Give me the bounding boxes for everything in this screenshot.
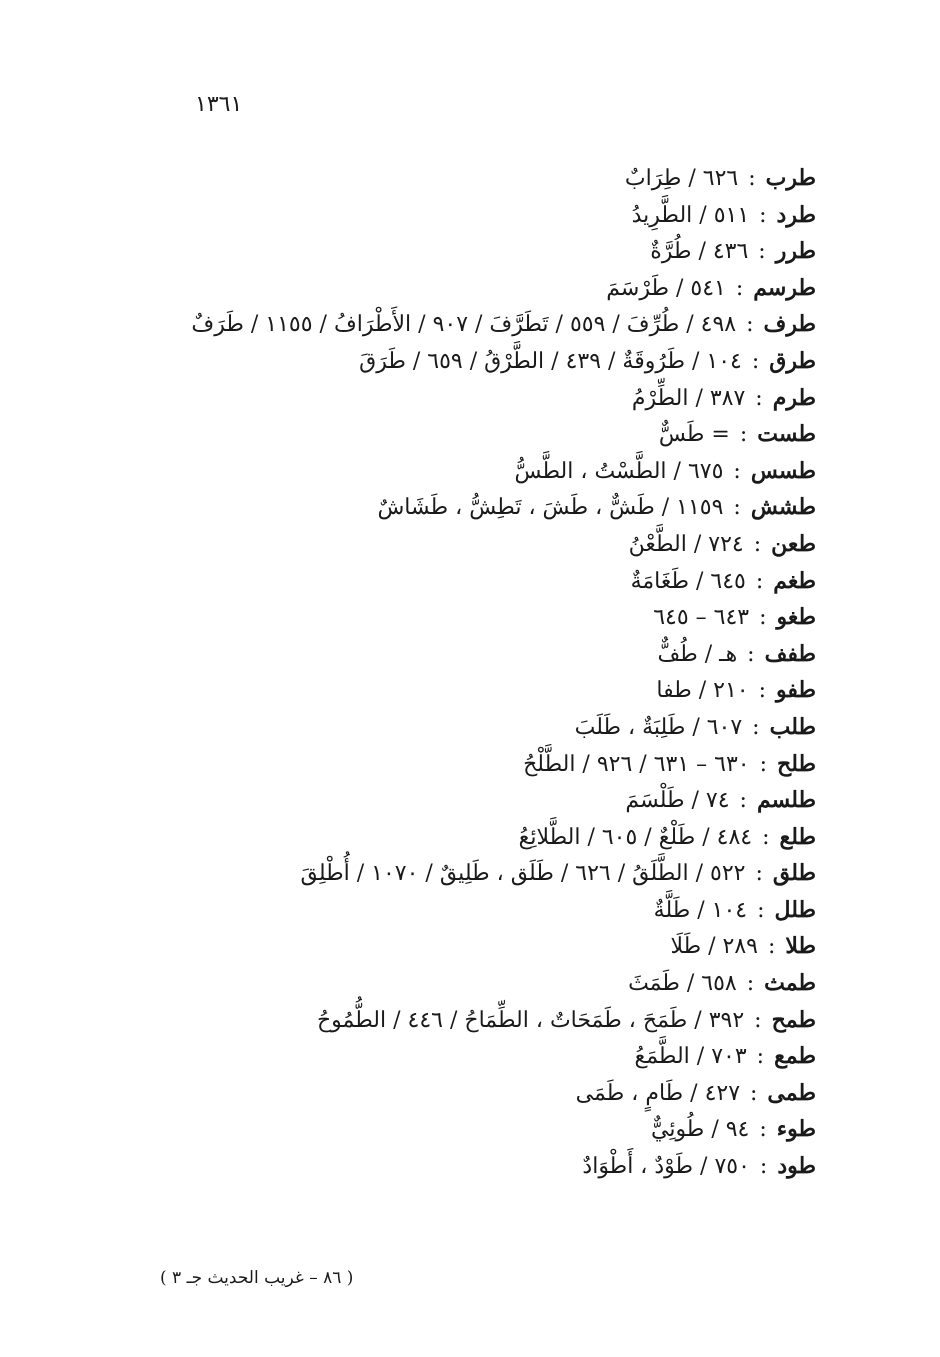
index-entry <box>136 1038 816 1075</box>
entry-root: طرسم <box>753 274 816 301</box>
footer-signature: ( ٨٦ – غريب الحديث جـ ٣ ) <box>160 1268 354 1288</box>
entry-root: طست <box>757 421 816 448</box>
entry-root: طمع <box>774 1043 816 1070</box>
entry-separator: : <box>750 897 772 923</box>
entry-root: طوء <box>776 1116 816 1143</box>
entry-separator: : <box>755 824 777 850</box>
entry-separator: : <box>739 312 761 338</box>
entry-root: طفو <box>775 677 816 704</box>
entry-separator: : <box>748 861 770 887</box>
entry-root: طرب <box>765 165 816 191</box>
entry-root: طفف <box>764 640 816 667</box>
entry-separator: : <box>751 239 773 265</box>
entry-root: طمى <box>767 1079 816 1106</box>
entry-root: طلل <box>774 896 816 923</box>
entry-separator: : <box>751 678 773 704</box>
entry-references: ٦٧٥ / الطَّسْتُ ، الطَّسُّ <box>514 458 724 484</box>
entry-root: طرق <box>769 347 816 374</box>
entry-references: ٧٠٣ / الطَّمَعُ <box>634 1044 747 1070</box>
entry-separator: : <box>740 641 762 667</box>
index-entry <box>136 563 816 600</box>
entry-references: ١٠٤ / طَرُوقَةٌ / ٤٣٩ / الطَّرْقُ / ٦٥٩ / طَرَقَ <box>359 348 742 374</box>
entry-references: ١١٥٩ / طَشٌّ ، طَشَ ، تَطِشُّ ، طَشَاشٌ <box>377 495 724 521</box>
entry-references: ٥٢٢ / الطَّلَقُ / ٦٢٦ / طَلَق ، طَلِيقٌ / ١٠٧٠ / أُطْلِقَ <box>300 861 746 887</box>
entry-references: هـ / طُفٌّ <box>657 641 738 667</box>
entry-separator: : <box>752 202 774 228</box>
entry-references: ٥٤١ / طَرْسَمَ <box>606 275 726 301</box>
entry-references: ٦٤٥ / طَغَامَةٌ <box>630 568 746 594</box>
entry-separator: : <box>728 275 751 301</box>
entry-references: ٦٤٣ – ٦٤٥ <box>653 605 750 631</box>
entry-root: طرم <box>772 384 816 411</box>
entry-references: ٧٢٤ / الطَّعْنُ <box>628 531 744 557</box>
index-entry <box>136 306 816 343</box>
entry-references: ٦٣٠ – ٦٣١ / ٩٢٦ / الطَّلْحُ <box>523 751 750 777</box>
entry-root: طسس <box>750 457 816 484</box>
index-entry <box>136 233 816 270</box>
entry-separator: : <box>749 1044 772 1070</box>
index-entry <box>136 892 816 929</box>
entry-separator: : <box>760 934 783 960</box>
entry-separator: : <box>726 458 748 484</box>
entry-separator: : <box>752 751 774 777</box>
index-entry <box>136 1002 816 1039</box>
entry-root: طمح <box>771 1006 816 1033</box>
index-entry <box>136 1075 816 1112</box>
index-entry <box>136 782 816 819</box>
index-entry <box>136 709 816 746</box>
entry-separator: : <box>752 1117 774 1143</box>
index-entry <box>136 270 816 307</box>
entry-separator: : <box>739 971 762 997</box>
entry-references: ٢١٠ / طفا <box>656 678 749 704</box>
entry-root: طغو <box>776 604 816 631</box>
index-entries <box>136 160 816 1185</box>
index-entry <box>136 489 816 526</box>
entry-references: ١٠٤ / طَلَّةٌ <box>653 897 748 923</box>
entry-references: = طَسٌّ <box>658 422 730 448</box>
entry-references: ٩٤ / طُوئِيٌّ <box>650 1117 750 1143</box>
entry-references: ٣٩٢ / طَمَحَ ، طَمَحَاتٌ ، الطِّمَاحُ / ٤٤٦ / الطُّمُوحُ <box>316 1007 745 1033</box>
entry-root: طلا <box>785 933 816 960</box>
index-entry <box>136 416 816 453</box>
entry-root: طغم <box>773 567 816 594</box>
entry-root: طود <box>777 1153 816 1180</box>
entry-references: ٣٨٧ / الطِّرْمُ <box>631 385 746 411</box>
entry-references: ٦٠٧ / طَلِبَةٌ ، طَلَبَ <box>574 714 743 740</box>
entry-root: طعن <box>771 530 816 557</box>
entry-references: ٢٨٩ / طَلَا <box>670 934 758 960</box>
entry-references: ٧٤ / طَلْسَمَ <box>625 788 730 814</box>
index-entry <box>136 636 816 673</box>
entry-references: ٧٥٠ / طَوْدٌ ، أَطْوَادٌ <box>582 1154 750 1180</box>
page-number: ١٣٦١ <box>195 92 243 117</box>
entry-separator: : <box>746 531 769 557</box>
entry-references: ٤٩٨ / طُرِّفَ / ٥٥٩ / تَطَرَّفَ / ٩٠٧ / الأَطْرَافُ / ١١٥٥ / طَرَفٌ <box>191 312 737 338</box>
entry-root: طرد <box>776 201 816 228</box>
index-entry <box>136 343 816 380</box>
entry-separator: : <box>744 348 767 374</box>
entry-root: طلسم <box>756 787 816 814</box>
index-entry <box>136 599 816 636</box>
entry-separator: : <box>726 495 748 521</box>
entry-separator: : <box>732 422 755 448</box>
entry-references: ٤٨٤ / طَلْعٌ / ٦٠٥ / الطَّلائِعُ <box>518 824 753 850</box>
index-entry <box>136 928 816 965</box>
entry-references: ٥١١ / الطَّرِيدُ <box>631 202 750 228</box>
index-entry <box>136 746 816 783</box>
entry-references: ٦٥٨ / طَمَثَ <box>628 971 737 997</box>
entry-separator: : <box>752 605 774 631</box>
entry-root: طرر <box>775 238 816 265</box>
entry-root: طرف <box>763 311 816 338</box>
index-entry <box>136 1148 816 1185</box>
entry-separator: : <box>752 1154 775 1180</box>
entry-references: ٤٣٦ / طُرَّةٌ <box>650 239 749 265</box>
entry-root: طلع <box>779 823 816 850</box>
entry-root: طمث <box>764 970 816 997</box>
entry-root: طشش <box>750 494 816 521</box>
index-entry <box>136 526 816 563</box>
entry-separator: : <box>747 1007 769 1033</box>
entry-separator: : <box>741 166 763 191</box>
entry-separator: : <box>743 1080 765 1106</box>
entry-separator: : <box>732 788 754 814</box>
index-entry <box>136 197 816 234</box>
entry-references: ٦٢٦ / طِرَابٌ <box>624 166 739 191</box>
entry-root: طلح <box>777 750 816 777</box>
entry-separator: : <box>745 714 767 740</box>
index-entry <box>136 160 816 197</box>
entry-root: طلق <box>772 860 816 887</box>
index-entry <box>136 965 816 1002</box>
index-entry <box>136 855 816 892</box>
index-entry <box>136 672 816 709</box>
index-entry <box>136 380 816 417</box>
entry-separator: : <box>748 385 770 411</box>
entry-separator: : <box>748 568 771 594</box>
index-entry <box>136 1111 816 1148</box>
entry-root: طلب <box>769 713 816 740</box>
index-entry <box>136 453 816 490</box>
entry-references: ٤٢٧ / طَامٍ ، طَمَى <box>575 1080 741 1106</box>
index-entry <box>136 819 816 856</box>
